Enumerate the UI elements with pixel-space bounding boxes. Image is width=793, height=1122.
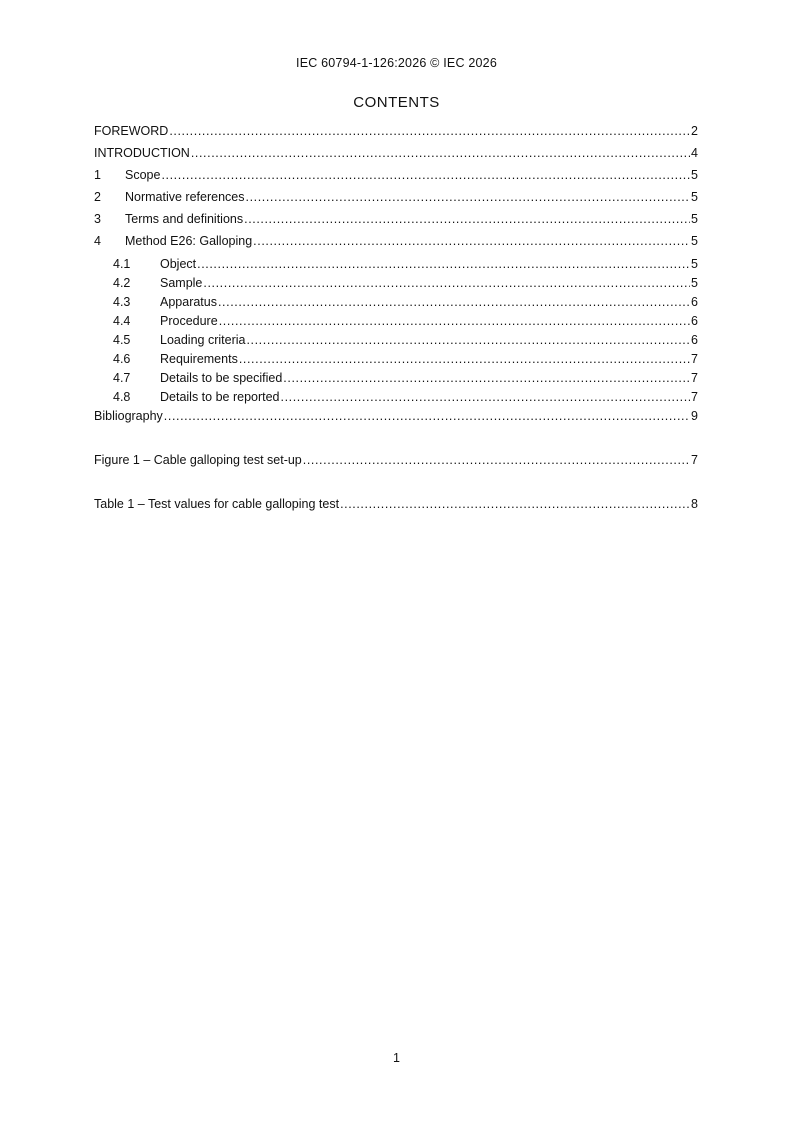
toc-entry-details-reported[interactable]	[94, 390, 698, 409]
toc-number: 4.8	[113, 390, 131, 404]
contents-title: CONTENTS	[353, 94, 440, 111]
toc-page: 9	[691, 409, 698, 423]
toc-number: 3	[94, 212, 101, 226]
toc-label: Scope	[125, 168, 161, 182]
toc-page: 4	[691, 146, 698, 160]
toc-entry-normative-references[interactable]	[94, 190, 698, 212]
toc-label: Details to be specified	[160, 371, 283, 385]
toc-number: 4.3	[113, 295, 131, 309]
toc-number: 4.7	[113, 371, 131, 385]
toc-leader	[218, 295, 690, 309]
toc-label: Method E26: Galloping	[125, 234, 253, 248]
toc-leader	[164, 409, 690, 423]
toc-leader	[244, 212, 690, 226]
toc-label: Normative references	[125, 190, 245, 204]
toc-leader	[281, 390, 691, 404]
toc-leader	[246, 190, 691, 204]
toc-entry-bibliography[interactable]	[94, 409, 698, 431]
toc-spacer	[94, 431, 698, 453]
toc-leader	[253, 234, 690, 248]
toc-label: Sample	[160, 276, 203, 290]
toc-label: INTRODUCTION	[94, 146, 190, 160]
list-of-tables-entry[interactable]	[94, 497, 698, 519]
toc-number: 2	[94, 190, 101, 204]
toc-leader	[340, 497, 690, 511]
toc-leader	[169, 124, 690, 138]
toc-number: 4.2	[113, 276, 131, 290]
toc-page: 5	[691, 257, 698, 271]
toc-page: 6	[691, 295, 698, 309]
page-number: 1	[393, 1051, 400, 1065]
toc-page: 8	[691, 497, 698, 511]
toc-number: 4.6	[113, 352, 131, 366]
toc-entry-sample[interactable]	[94, 276, 698, 295]
toc-page: 7	[691, 371, 698, 385]
toc-entry-method-e26[interactable]	[94, 234, 698, 257]
toc-label: Table 1 – Test values for cable galloping test	[94, 497, 340, 511]
toc-entry-object[interactable]	[94, 257, 698, 276]
toc-entry-procedure[interactable]	[94, 314, 698, 333]
toc-entry-loading-criteria[interactable]	[94, 333, 698, 352]
toc-page: 6	[691, 333, 698, 347]
toc-leader	[239, 352, 690, 366]
toc-number: 4.1	[113, 257, 131, 271]
toc-leader	[197, 257, 690, 271]
toc-label: Figure 1 – Cable galloping test set-up	[94, 453, 302, 467]
toc-entry-details-specified[interactable]	[94, 371, 698, 390]
toc-spacer	[94, 475, 698, 497]
toc-number: 4.5	[113, 333, 131, 347]
toc-label: Object	[160, 257, 197, 271]
toc-leader	[303, 453, 690, 467]
toc-page: 7	[691, 390, 698, 404]
toc-leader	[283, 371, 690, 385]
table-of-contents	[94, 124, 698, 519]
toc-page: 5	[691, 168, 698, 182]
toc-entry-requirements[interactable]	[94, 352, 698, 371]
toc-page: 2	[691, 124, 698, 138]
toc-page: 5	[691, 276, 698, 290]
toc-entry-introduction[interactable]	[94, 146, 698, 168]
list-of-figures-entry[interactable]	[94, 453, 698, 475]
toc-entry-foreword[interactable]	[94, 124, 698, 146]
toc-page: 5	[691, 234, 698, 248]
toc-number: 1	[94, 168, 101, 182]
toc-entry-terms-and-definitions[interactable]	[94, 212, 698, 234]
toc-number: 4.4	[113, 314, 131, 328]
toc-label: Terms and definitions	[125, 212, 244, 226]
toc-label: Procedure	[160, 314, 218, 328]
toc-label: Details to be reported	[160, 390, 280, 404]
toc-label: Bibliography	[94, 409, 163, 423]
toc-page: 5	[691, 190, 698, 204]
toc-leader	[203, 276, 690, 290]
toc-page: 6	[691, 314, 698, 328]
toc-label: Requirements	[160, 352, 238, 366]
toc-page: 7	[691, 453, 698, 467]
toc-page: 5	[691, 212, 698, 226]
toc-label: FOREWORD	[94, 124, 169, 138]
page-header: IEC 60794-1-126:2026 © IEC 2026	[296, 56, 497, 70]
toc-leader	[191, 146, 690, 160]
toc-entry-scope[interactable]	[94, 168, 698, 190]
toc-leader	[161, 168, 690, 182]
toc-label: Loading criteria	[160, 333, 246, 347]
toc-leader	[246, 333, 690, 347]
toc-leader	[219, 314, 690, 328]
toc-entry-apparatus[interactable]	[94, 295, 698, 314]
toc-label: Apparatus	[160, 295, 217, 309]
toc-number: 4	[94, 234, 101, 248]
toc-page: 7	[691, 352, 698, 366]
